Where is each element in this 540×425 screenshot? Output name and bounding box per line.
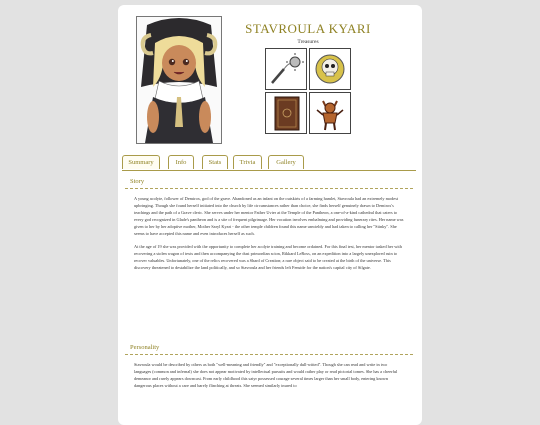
story-paragraph-1: A young acolyte, follower of Demirox, god of the grave. Abandoned as an infant on the outskirts of a farming hamlet, Stavroula had an extremely modest upbringing. Though she found herself initiated into the church by life circumstances rather than choice, she finds herself genuinely drawn to Demirox's teachings and the path of a Grave cleric. She serves under her mentor Father Uvier at the Temple of the Pantheon, a one-of-a-kind cathedral that caters to every god recognized in Glade's pantheon and is a site of frequent pilgrimage. Her vocation involves embalming and providing funerary rites. Her name was given to her by her adoptive mother, Mother Saryl Kyari - the other temple children found this name unwieldy and had taken to calling her "Stinky". She seems to have accepted this name and even introduces herself as such.	[134, 196, 404, 236]
tab-trivia[interactable]: Trivia	[233, 155, 262, 169]
treasure-book[interactable]	[265, 92, 307, 134]
personality-section	[125, 341, 413, 390]
story-section	[125, 175, 413, 272]
profile-card	[118, 5, 422, 425]
story-paragraph-2: At the age of 19 she was provided with the opportunity to complete her acolyte training and become ordained. For this final test, her mentor tasked her with recovering a stolen wagon of texts and then accompanying the dust primordian scion, Rikkard LeRoss, on an expedition into a largely unexplored ruin to recover valuables. Unfortunately, one of the relics recovered was a Shard of Creation; a rare object said to be created at the birth of the universe. This discovery threatened to destabilize the land politically, and so Stavroula and her friends left Fenside for the nation's capital city of Silgate.	[134, 244, 402, 271]
character-portrait	[136, 16, 222, 144]
section-title-personality: Personality	[125, 341, 413, 355]
tab-info[interactable]: Info	[168, 155, 194, 169]
tab-stats[interactable]: Stats	[202, 155, 228, 169]
tab-divider	[122, 170, 416, 171]
tab-summary[interactable]: Summary	[122, 155, 160, 169]
flail-icon	[266, 49, 306, 89]
character-name: STAVROULA KYARI	[245, 21, 371, 36]
section-title-story: Story	[125, 175, 413, 189]
treasure-flail[interactable]	[265, 48, 307, 90]
treasure-skull[interactable]	[309, 48, 351, 90]
demon-figure-icon	[310, 93, 350, 133]
book-icon	[266, 93, 306, 133]
personality-paragraph-1: Stavroula would be described by others as both "well-meaning and friendly" and "exceptionally dull-witted". Though she can read and write in two languages (common and infernal) she does not appear motivated by intellectual pursuits and would rather play or read pictorial tomes. She has a cheerful demeanor and rarely appears downcast. From early childhood this satyr possessed courage several times larger than her small body, entering known dangerous places without a care and barely flinching at threats. She seemed similarly inured to	[134, 362, 398, 388]
treasures-label: Treasures	[297, 39, 319, 45]
skull-icon	[310, 49, 350, 89]
treasure-demon-figure[interactable]	[309, 92, 351, 134]
tab-gallery[interactable]: Gallery	[268, 155, 304, 169]
